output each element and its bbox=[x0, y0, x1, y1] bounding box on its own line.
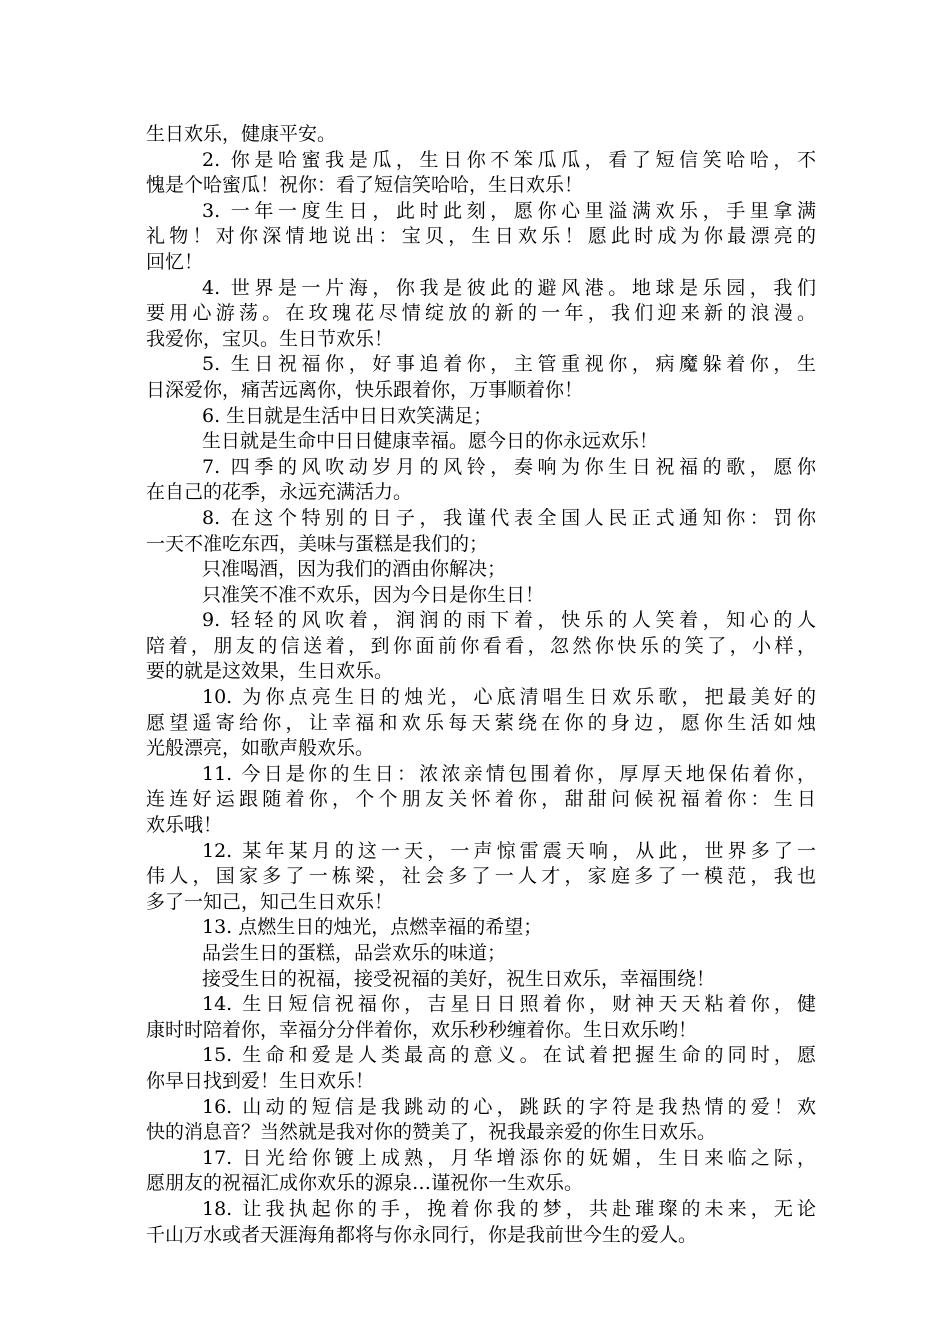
text-line: 愿望遥寄给你，让幸福和欢乐每天萦绕在你的身边，愿你生活如烛 bbox=[146, 711, 816, 734]
text-line: 15. 生命和爱是人类最高的意义。在试着把握生命的同时，愿 bbox=[202, 1044, 816, 1067]
text-line: 只准笑不准不欢乐，因为今日是你生日！ bbox=[202, 583, 545, 606]
text-line: 17. 日光给你镀上成熟，月华增添你的妩媚，生日来临之际， bbox=[202, 1146, 816, 1169]
text-line: 你早日找到爱！生日欢乐！ bbox=[146, 1069, 375, 1092]
text-line: 18. 让我执起你的手，挽着你我的梦，共赴璀璨的未来，无论 bbox=[202, 1197, 816, 1220]
text-line: 光般漂亮，如歌声般欢乐。 bbox=[146, 737, 375, 760]
text-line: 11. 今日是你的生日：浓浓亲情包围着你，厚厚天地保佑着你， bbox=[202, 762, 816, 785]
text-line: 5. 生日祝福你，好事追着你，主管重视你，病魔躲着你，生 bbox=[202, 353, 816, 376]
text-line: 我爱你，宝贝。生日节欢乐！ bbox=[146, 327, 394, 350]
text-line: 7. 四季的风吹动岁月的风铃，奏响为你生日祝福的歌，愿你 bbox=[202, 455, 816, 478]
text-line: 一天不准吃东西，美味与蛋糕是我们的； bbox=[146, 532, 489, 555]
text-line: 3. 一年一度生日，此时此刻，愿你心里溢满欢乐，手里拿满 bbox=[202, 199, 816, 222]
text-line: 2. 你是哈蜜我是瓜，生日你不笨瓜瓜，看了短信笑哈哈，不 bbox=[202, 148, 816, 171]
text-line: 8. 在这个特别的日子，我谨代表全国人民正式通知你：罚你 bbox=[202, 506, 816, 529]
text-line: 在自己的花季，永远充满活力。 bbox=[146, 481, 413, 504]
text-line: 回忆！ bbox=[146, 250, 204, 273]
text-line: 生日就是生命中日日健康幸福。愿今日的你永远欢乐！ bbox=[202, 430, 659, 453]
text-line: 品尝生日的蛋糕，品尝欢乐的味道； bbox=[202, 942, 507, 964]
text-line: 伟人，国家多了一栋梁，社会多了一人才，家庭多了一模范，我也 bbox=[146, 865, 816, 888]
text-line: 9. 轻轻的风吹着，润润的雨下着，快乐的人笑着，知心的人 bbox=[202, 609, 816, 632]
text-line: 欢乐哦！ bbox=[146, 814, 223, 837]
text-line: 康时时陪着你，幸福分分伴着你，欢乐秒秒缠着你。生日欢乐哟！ bbox=[146, 1018, 698, 1041]
text-line: 13. 点燃生日的烛光，点燃幸福的希望； bbox=[202, 916, 543, 939]
text-line: 6. 生日就是生活中日日欢笑满足； bbox=[202, 404, 493, 427]
text-line: 陪着，朋友的信送着，到你面前你看看，忽然你快乐的笑了，小样， bbox=[146, 634, 816, 657]
text-line: 要用心游荡。在玫瑰花尽情绽放的新的一年，我们迎来新的浪漫。 bbox=[146, 302, 816, 325]
text-line: 16. 山动的短信是我跳动的心，跳跃的字符是我热情的爱！欢 bbox=[202, 1095, 816, 1118]
document-body bbox=[146, 122, 816, 1248]
text-line: 14. 生日短信祝福你，吉星日日照着你，财神天天粘着你，健 bbox=[202, 993, 816, 1016]
text-line: 只准喝酒，因为我们的酒由你解决； bbox=[202, 558, 507, 581]
text-line: 千山万水或者天涯海角都将与你永同行，你是我前世今生的爱人。 bbox=[146, 1223, 698, 1246]
text-line: 日深爱你，痛苦远离你，快乐跟着你，万事顺着你！ bbox=[146, 378, 584, 401]
text-line: 多了一知己，知己生日欢乐！ bbox=[146, 890, 394, 913]
text-line: 10. 为你点亮生日的烛光，心底清唱生日欢乐歌，把最美好的 bbox=[202, 686, 816, 709]
text-line: 快的消息音？当然就是我对你的赞美了，祝我最亲爱的你生日欢乐。 bbox=[146, 1121, 717, 1144]
text-line: 愿朋友的祝福汇成你欢乐的源泉…谨祝你一生欢乐。 bbox=[146, 1172, 584, 1195]
text-line: 生日欢乐，健康平安。 bbox=[146, 123, 337, 145]
text-line: 连连好运跟随着你，个个朋友关怀着你，甜甜问候祝福着你：生日 bbox=[146, 788, 816, 811]
text-line: 要的就是这效果，生日欢乐。 bbox=[146, 660, 394, 683]
text-line: 12. 某年某月的这一天，一声惊雷震天响，从此，世界多了一 bbox=[202, 839, 816, 862]
text-line: 4. 世界是一片海，你我是彼此的避风港。地球是乐园，我们 bbox=[202, 276, 816, 299]
text-line: 礼物！对你深情地说出：宝贝，生日欢乐！愿此时成为你最漂亮的 bbox=[146, 225, 816, 248]
text-line: 愧是个哈蜜瓜！祝你：看了短信笑哈哈，生日欢乐！ bbox=[146, 174, 584, 197]
text-line: 接受生日的祝福，接受祝福的美好，祝生日欢乐，幸福围绕！ bbox=[202, 967, 716, 990]
